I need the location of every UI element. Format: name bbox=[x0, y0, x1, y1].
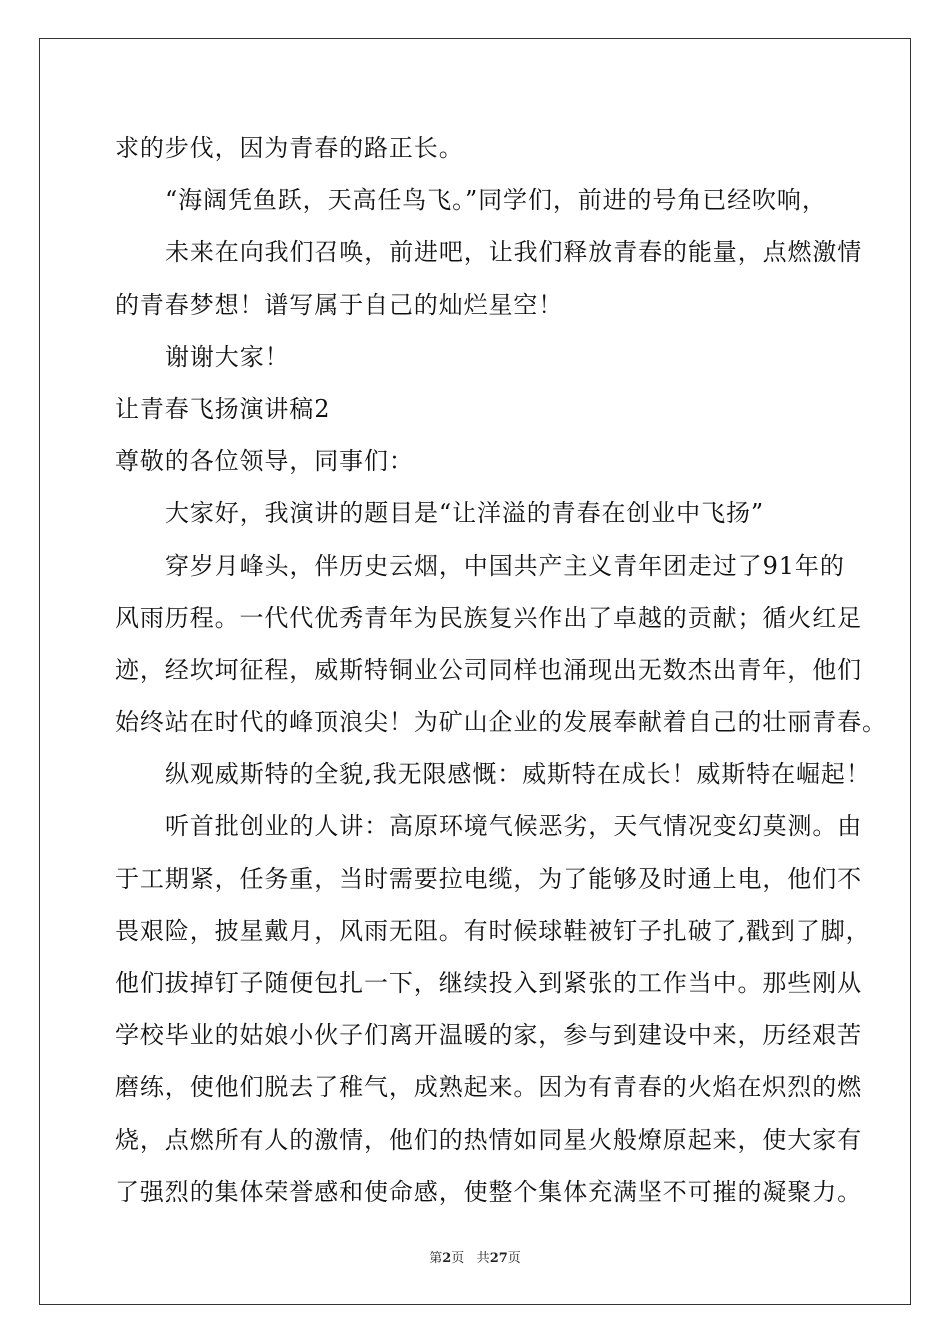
text-line: 谢谢大家！ bbox=[165, 342, 290, 371]
footer-total-suffix: 页 bbox=[507, 1251, 521, 1266]
text-line: 了强烈的集体荣誉感和使命感，使整个集体充满坚不可摧的凝聚力。 bbox=[115, 1177, 862, 1206]
text-line: 听首批创业的人讲：高原环境气候恶劣，天气情况变幻莫测。由 bbox=[165, 812, 863, 841]
text-line: 磨练，使他们脱去了稚气，成熟起来。因为有青春的火焰在炽烈的燃 bbox=[115, 1073, 862, 1102]
footer-prefix: 第 bbox=[429, 1251, 443, 1266]
text-line: 纵观威斯特的全貌,我无限感慨：威斯特在成长！威斯特在崛起！ bbox=[165, 760, 871, 789]
footer-total-pages: 27 bbox=[489, 1251, 508, 1266]
text-line: 畏艰险，披星戴月，风雨无阻。有时候球鞋被钉子扎破了,戳到了脚， bbox=[115, 916, 871, 945]
text-line: 大家好，我演讲的题目是“让洋溢的青春在创业中飞扬” bbox=[165, 499, 765, 528]
text-line: 让青春飞扬演讲稿2 bbox=[115, 394, 331, 423]
footer-page-number: 2 bbox=[442, 1251, 452, 1266]
text-line: 迹，经坎坷征程，威斯特铜业公司同样也涌现出无数杰出青年，他们 bbox=[115, 655, 862, 684]
text-line: 未来在向我们召唤，前进吧，让我们释放青春的能量，点燃激情 bbox=[165, 238, 863, 267]
text-line: 他们拔掉钉子随便包扎一下，继续投入到紧张的工作当中。那些刚从 bbox=[115, 969, 862, 997]
text-line: 风雨历程。一代代优秀青年为民族复兴作出了卓越的贡献；循火红足 bbox=[115, 603, 862, 632]
footer-total-prefix: 共 bbox=[476, 1251, 490, 1266]
page-footer bbox=[0, 1247, 950, 1266]
text-line: 于工期紧，任务重，当时需要拉电缆，为了能够及时通上电，他们不 bbox=[115, 864, 862, 893]
text-line: 穿岁月峰头，伴历史云烟，中国共产主义青年团走过了91年的 bbox=[165, 551, 845, 580]
footer-page-suffix: 页 bbox=[451, 1251, 465, 1266]
text-line: 的青春梦想！谱写属于自己的灿烂星空！ bbox=[115, 290, 564, 319]
text-line: 求的步伐，因为青春的路正长。 bbox=[115, 134, 464, 162]
text-line: 烧，点燃所有人的激情，他们的热情如同星火般燎原起来，使大家有 bbox=[115, 1125, 862, 1154]
text-line: 始终站在时代的峰顶浪尖！为矿山企业的发展奉献着自己的壮丽青春。 bbox=[115, 708, 887, 737]
text-line: 尊敬的各位领导，同事们： bbox=[115, 447, 414, 476]
document-body bbox=[115, 122, 887, 1218]
text-line: “海阔凭鱼跃，天高任鸟飞。”同学们，前进的号角已经吹响， bbox=[165, 186, 827, 215]
text-line: 学校毕业的姑娘小伙子们离开温暖的家，参与到建设中来，历经艰苦 bbox=[115, 1021, 862, 1050]
